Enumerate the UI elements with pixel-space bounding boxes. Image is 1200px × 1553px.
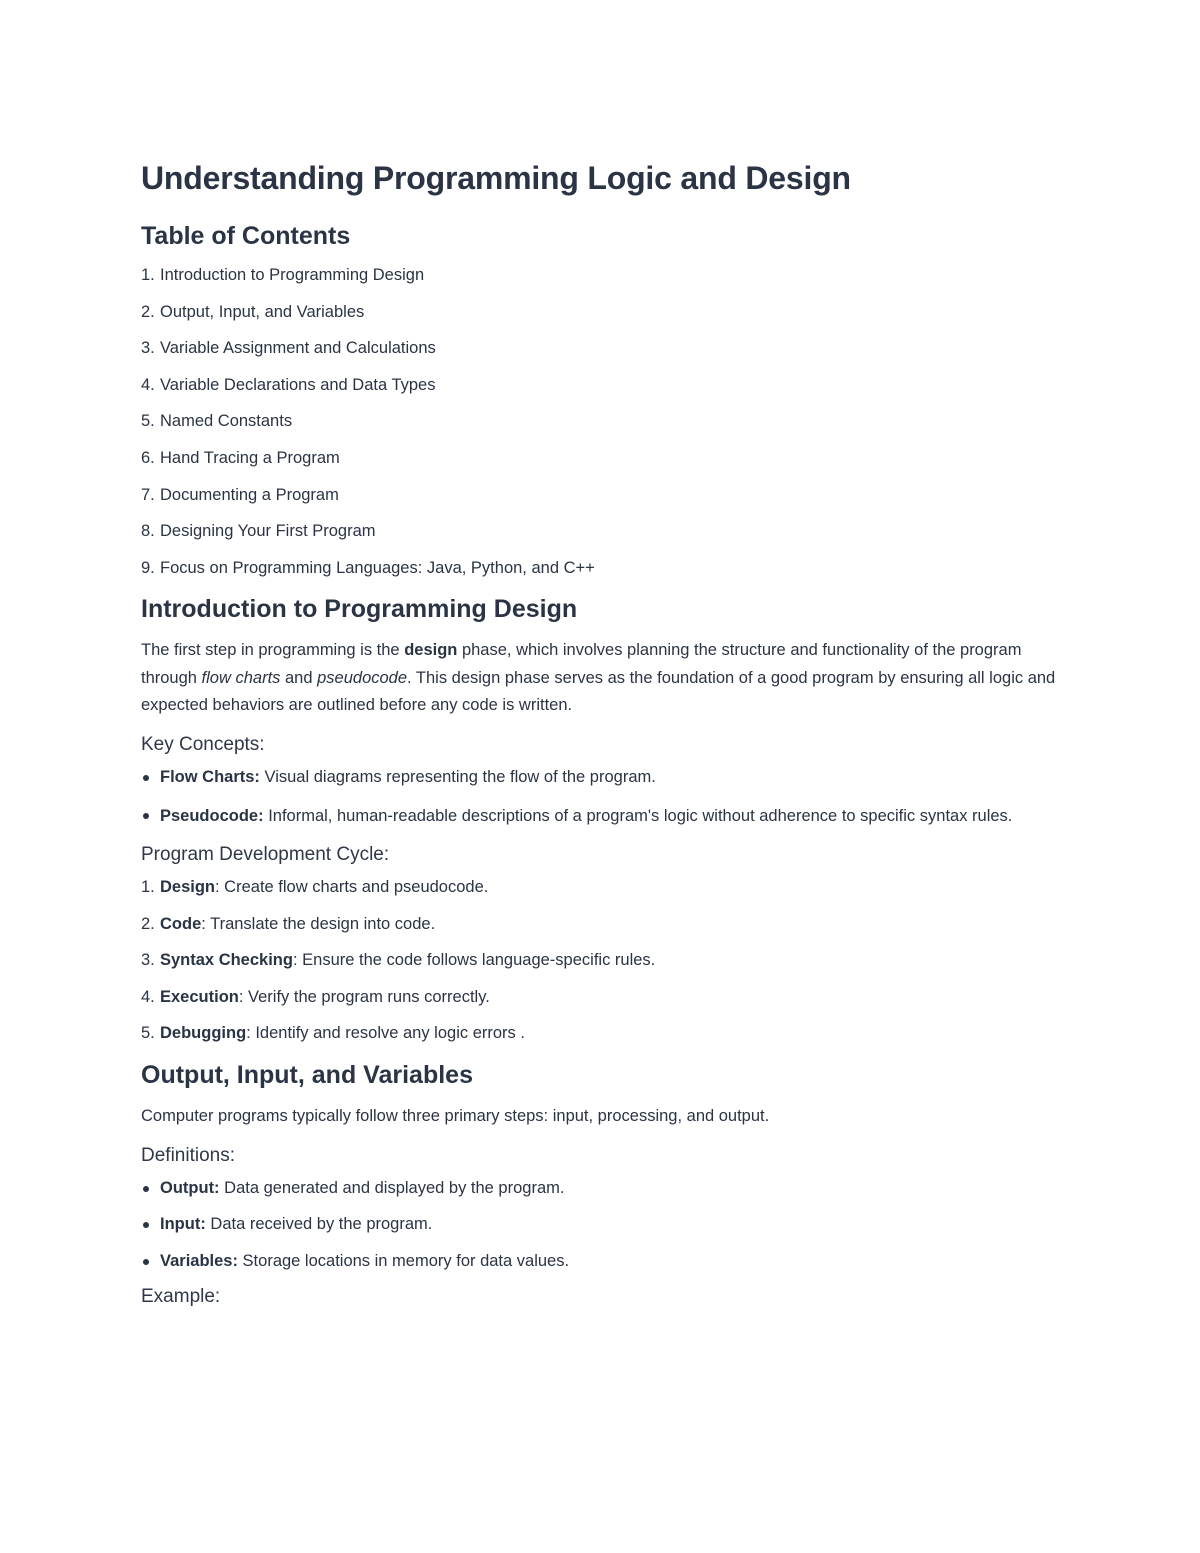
term: Input: bbox=[160, 1215, 206, 1234]
description: Data received by the program. bbox=[205, 1215, 433, 1234]
description: Storage locations in memory for data values. bbox=[237, 1251, 570, 1270]
example-heading: Example: bbox=[141, 1286, 221, 1308]
intro-bold-design: design bbox=[404, 641, 458, 660]
toc-item[interactable] bbox=[141, 264, 1070, 286]
toc-item[interactable] bbox=[141, 557, 1070, 579]
description: : Verify the program runs correctly. bbox=[238, 987, 490, 1006]
description: : Identify and resolve any logic errors . bbox=[246, 1024, 525, 1043]
toc-item[interactable] bbox=[141, 301, 1070, 323]
list-item bbox=[141, 949, 1070, 971]
intro-text-2: phase, which involves planning the structure and functionality of the program through bbox=[141, 641, 1022, 687]
toc-item-number: 8. bbox=[141, 522, 155, 541]
toc-item-number: 9. bbox=[141, 558, 155, 577]
term: Syntax Checking bbox=[160, 951, 293, 970]
term: Variables: bbox=[160, 1251, 238, 1270]
toc-item-number: 6. bbox=[141, 448, 155, 467]
cycle-list bbox=[141, 876, 1070, 1044]
list-number: 1. bbox=[141, 878, 155, 897]
intro-heading: Introduction to Programming Design bbox=[141, 595, 578, 624]
toc-item-number: 2. bbox=[141, 302, 155, 321]
intro-italic-pseudocode: pseudocode bbox=[317, 668, 408, 687]
toc-item-label: Variable Assignment and Calculations bbox=[160, 339, 436, 358]
bullet-icon bbox=[143, 775, 149, 781]
cycle-heading: Program Development Cycle: bbox=[141, 844, 390, 866]
list-item bbox=[141, 986, 1070, 1008]
toc-item[interactable] bbox=[141, 484, 1070, 506]
description: Visual diagrams representing the flow of the program. bbox=[259, 767, 656, 786]
list-number: 2. bbox=[141, 914, 155, 933]
toc-item-number: 4. bbox=[141, 375, 155, 394]
oiv-heading: Output, Input, and Variables bbox=[141, 1061, 473, 1089]
bullet-icon bbox=[143, 1259, 149, 1265]
description: : Translate the design into code. bbox=[201, 914, 436, 933]
key-concepts-heading: Key Concepts: bbox=[141, 733, 265, 755]
toc-list bbox=[141, 264, 1070, 579]
toc-item-number: 7. bbox=[141, 485, 155, 504]
term: Output: bbox=[160, 1178, 220, 1197]
toc-item-label: Named Constants bbox=[160, 412, 293, 431]
toc-item[interactable] bbox=[141, 447, 1070, 469]
toc-item-number: 1. bbox=[141, 266, 155, 284]
list-item bbox=[141, 913, 1070, 935]
list-item bbox=[141, 1250, 1070, 1272]
list-number: 4. bbox=[141, 987, 155, 1006]
toc-item-number: 3. bbox=[141, 339, 155, 358]
term: Execution bbox=[160, 987, 239, 1006]
toc-item-label: Designing Your First Program bbox=[160, 522, 376, 541]
term: Design bbox=[160, 878, 216, 897]
toc-item-label: Documenting a Program bbox=[160, 485, 339, 504]
list-item bbox=[141, 1177, 1070, 1199]
intro-italic-flow-charts: flow charts bbox=[201, 668, 281, 687]
definitions-heading: Definitions: bbox=[141, 1144, 235, 1166]
toc-item[interactable] bbox=[141, 337, 1070, 359]
intro-text-1: The first step in programming is the bbox=[141, 641, 405, 660]
list-number: 5. bbox=[141, 1024, 155, 1043]
description: Informal, human-readable descriptions of a program's logic without adherence to specific syntax rules. bbox=[263, 807, 1013, 826]
list-item bbox=[141, 802, 1070, 830]
list-item bbox=[141, 876, 1070, 898]
key-concepts-list bbox=[141, 766, 1070, 831]
oiv-paragraph: Computer programs typically follow three primary steps: input, processing, and output. bbox=[141, 1107, 770, 1125]
definitions-list bbox=[141, 1177, 1070, 1272]
bullet-icon bbox=[143, 1222, 149, 1228]
description: : Ensure the code follows language-specific rules. bbox=[292, 951, 656, 970]
bullet-icon bbox=[143, 1186, 149, 1192]
toc-item-label: Introduction to Programming Design bbox=[160, 266, 425, 284]
list-item bbox=[141, 766, 1070, 788]
document-title: Understanding Programming Logic and Design bbox=[141, 160, 851, 196]
toc-heading: Table of Contents bbox=[141, 222, 351, 250]
description: : Create flow charts and pseudocode. bbox=[215, 878, 489, 897]
list-item bbox=[141, 1213, 1070, 1235]
toc-item-number: 5. bbox=[141, 412, 155, 431]
toc-item-label: Focus on Programming Languages: Java, Python, and C++ bbox=[160, 558, 595, 577]
intro-text-4: . This design phase serves as the foundation of a good program by ensuring all logic and expected behaviors are outlined before any code is written. bbox=[141, 668, 1056, 715]
intro-text-3: and bbox=[280, 668, 318, 687]
toc-item[interactable] bbox=[141, 410, 1070, 432]
list-item bbox=[141, 1022, 1070, 1044]
toc-item-label: Variable Declarations and Data Types bbox=[160, 375, 436, 394]
term: Debugging bbox=[160, 1024, 247, 1043]
description: Data generated and displayed by the program. bbox=[219, 1178, 565, 1197]
toc-item[interactable] bbox=[141, 374, 1070, 396]
bullet-icon bbox=[143, 813, 149, 819]
intro-paragraph bbox=[141, 637, 1070, 720]
toc-item-label: Output, Input, and Variables bbox=[160, 302, 365, 321]
toc-item-label: Hand Tracing a Program bbox=[160, 448, 340, 467]
list-number: 3. bbox=[141, 951, 155, 970]
term: Code bbox=[160, 914, 202, 933]
term: Pseudocode: bbox=[160, 807, 264, 826]
toc-item[interactable] bbox=[141, 520, 1070, 542]
term: Flow Charts: bbox=[160, 767, 260, 786]
